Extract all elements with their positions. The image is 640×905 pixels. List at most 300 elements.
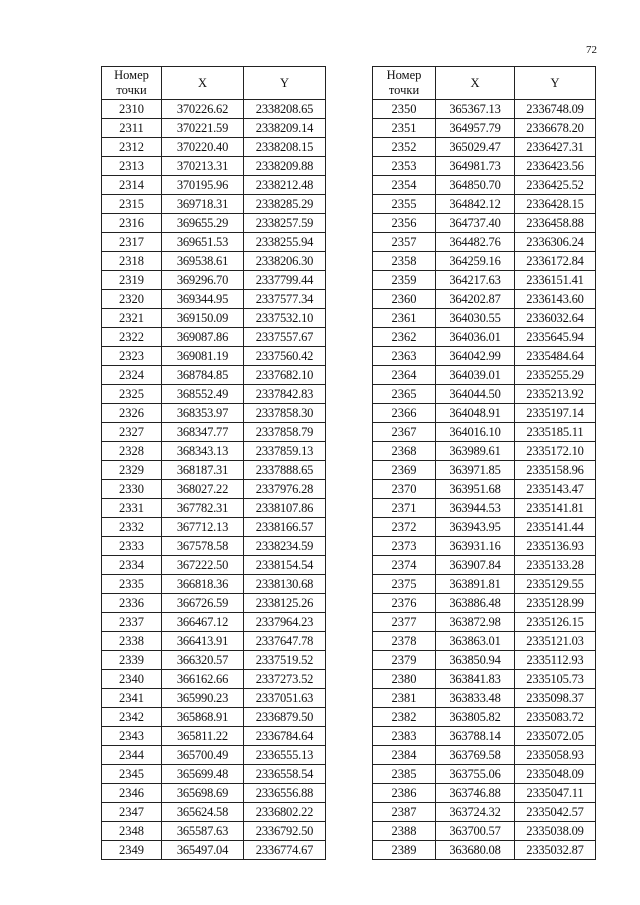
table-row bbox=[102, 784, 326, 803]
point-number-cell: 2314 bbox=[102, 176, 162, 195]
point-number-cell: 2356 bbox=[373, 214, 436, 233]
x-coordinate-cell: 365990.23 bbox=[162, 689, 244, 708]
table-row bbox=[102, 290, 326, 309]
point-number-cell: 2350 bbox=[373, 100, 436, 119]
point-number-cell: 2363 bbox=[373, 347, 436, 366]
point-number-cell: 2352 bbox=[373, 138, 436, 157]
x-coordinate-cell: 364217.63 bbox=[436, 271, 515, 290]
table-row bbox=[102, 404, 326, 423]
table-row bbox=[373, 195, 596, 214]
table-row bbox=[102, 670, 326, 689]
x-coordinate-cell: 369538.61 bbox=[162, 252, 244, 271]
point-number-cell: 2378 bbox=[373, 632, 436, 651]
x-coordinate-cell: 367222.50 bbox=[162, 556, 244, 575]
point-number-cell: 2313 bbox=[102, 157, 162, 176]
point-number-cell: 2379 bbox=[373, 651, 436, 670]
y-coordinate-cell: 2335158.96 bbox=[515, 461, 596, 480]
header-x: X bbox=[162, 67, 244, 100]
table-row bbox=[373, 461, 596, 480]
x-coordinate-cell: 365700.49 bbox=[162, 746, 244, 765]
y-coordinate-cell: 2338285.29 bbox=[244, 195, 326, 214]
y-coordinate-cell: 2336151.41 bbox=[515, 271, 596, 290]
x-coordinate-cell: 365029.47 bbox=[436, 138, 515, 157]
header-x: X bbox=[436, 67, 515, 100]
x-coordinate-cell: 363850.94 bbox=[436, 651, 515, 670]
y-coordinate-cell: 2337976.28 bbox=[244, 480, 326, 499]
point-number-cell: 2316 bbox=[102, 214, 162, 233]
table-row bbox=[373, 613, 596, 632]
table-row bbox=[102, 309, 326, 328]
table-row bbox=[373, 803, 596, 822]
y-coordinate-cell: 2336678.20 bbox=[515, 119, 596, 138]
point-number-cell: 2323 bbox=[102, 347, 162, 366]
table-row bbox=[373, 157, 596, 176]
table-row bbox=[373, 385, 596, 404]
y-coordinate-cell: 2336427.31 bbox=[515, 138, 596, 157]
table-row bbox=[373, 309, 596, 328]
header-row bbox=[102, 67, 326, 100]
x-coordinate-cell: 369087.86 bbox=[162, 328, 244, 347]
x-coordinate-cell: 364957.79 bbox=[436, 119, 515, 138]
x-coordinate-cell: 364842.12 bbox=[436, 195, 515, 214]
point-number-cell: 2342 bbox=[102, 708, 162, 727]
x-coordinate-cell: 363755.06 bbox=[436, 765, 515, 784]
y-coordinate-cell: 2338130.68 bbox=[244, 575, 326, 594]
y-coordinate-cell: 2336423.56 bbox=[515, 157, 596, 176]
table-row bbox=[373, 119, 596, 138]
table-row bbox=[102, 689, 326, 708]
y-coordinate-cell: 2335143.47 bbox=[515, 480, 596, 499]
x-coordinate-cell: 364850.70 bbox=[436, 176, 515, 195]
x-coordinate-cell: 366162.66 bbox=[162, 670, 244, 689]
y-coordinate-cell: 2337682.10 bbox=[244, 366, 326, 385]
point-number-cell: 2387 bbox=[373, 803, 436, 822]
point-number-cell: 2369 bbox=[373, 461, 436, 480]
x-coordinate-cell: 363680.08 bbox=[436, 841, 515, 860]
y-coordinate-cell: 2336555.13 bbox=[244, 746, 326, 765]
x-coordinate-cell: 364036.01 bbox=[436, 328, 515, 347]
point-number-cell: 2347 bbox=[102, 803, 162, 822]
table-row bbox=[102, 499, 326, 518]
coordinates-table-right bbox=[372, 66, 596, 860]
point-number-cell: 2317 bbox=[102, 233, 162, 252]
point-number-cell: 2325 bbox=[102, 385, 162, 404]
x-coordinate-cell: 365624.58 bbox=[162, 803, 244, 822]
y-coordinate-cell: 2337842.83 bbox=[244, 385, 326, 404]
y-coordinate-cell: 2335136.93 bbox=[515, 537, 596, 556]
y-coordinate-cell: 2337859.13 bbox=[244, 442, 326, 461]
x-coordinate-cell: 367712.13 bbox=[162, 518, 244, 537]
y-coordinate-cell: 2336143.60 bbox=[515, 290, 596, 309]
y-coordinate-cell: 2335072.05 bbox=[515, 727, 596, 746]
table-row bbox=[373, 689, 596, 708]
x-coordinate-cell: 363788.14 bbox=[436, 727, 515, 746]
point-number-cell: 2332 bbox=[102, 518, 162, 537]
y-coordinate-cell: 2338212.48 bbox=[244, 176, 326, 195]
table-row bbox=[102, 765, 326, 784]
point-number-cell: 2353 bbox=[373, 157, 436, 176]
y-coordinate-cell: 2337273.52 bbox=[244, 670, 326, 689]
table-row bbox=[102, 518, 326, 537]
y-coordinate-cell: 2336306.24 bbox=[515, 233, 596, 252]
x-coordinate-cell: 363872.98 bbox=[436, 613, 515, 632]
table-row bbox=[102, 176, 326, 195]
table-row bbox=[373, 480, 596, 499]
y-coordinate-cell: 2337647.78 bbox=[244, 632, 326, 651]
point-number-cell: 2388 bbox=[373, 822, 436, 841]
point-number-cell: 2345 bbox=[102, 765, 162, 784]
y-coordinate-cell: 2335129.55 bbox=[515, 575, 596, 594]
point-number-cell: 2346 bbox=[102, 784, 162, 803]
y-coordinate-cell: 2335484.64 bbox=[515, 347, 596, 366]
point-number-cell: 2321 bbox=[102, 309, 162, 328]
table-row bbox=[373, 518, 596, 537]
point-number-cell: 2377 bbox=[373, 613, 436, 632]
x-coordinate-cell: 368784.85 bbox=[162, 366, 244, 385]
y-coordinate-cell: 2336879.50 bbox=[244, 708, 326, 727]
table-row bbox=[102, 613, 326, 632]
point-number-cell: 2368 bbox=[373, 442, 436, 461]
y-coordinate-cell: 2337964.23 bbox=[244, 613, 326, 632]
x-coordinate-cell: 363886.48 bbox=[436, 594, 515, 613]
x-coordinate-cell: 367782.31 bbox=[162, 499, 244, 518]
table-row bbox=[102, 366, 326, 385]
point-number-cell: 2373 bbox=[373, 537, 436, 556]
x-coordinate-cell: 364981.73 bbox=[436, 157, 515, 176]
x-coordinate-cell: 363724.32 bbox=[436, 803, 515, 822]
table-row bbox=[373, 214, 596, 233]
table-row bbox=[102, 841, 326, 860]
y-coordinate-cell: 2335128.99 bbox=[515, 594, 596, 613]
x-coordinate-cell: 366467.12 bbox=[162, 613, 244, 632]
y-coordinate-cell: 2336458.88 bbox=[515, 214, 596, 233]
y-coordinate-cell: 2335042.57 bbox=[515, 803, 596, 822]
table-row bbox=[373, 499, 596, 518]
table-row bbox=[102, 651, 326, 670]
point-number-cell: 2366 bbox=[373, 404, 436, 423]
table-row bbox=[373, 252, 596, 271]
point-number-cell: 2389 bbox=[373, 841, 436, 860]
x-coordinate-cell: 364482.76 bbox=[436, 233, 515, 252]
point-number-cell: 2340 bbox=[102, 670, 162, 689]
x-coordinate-cell: 367578.58 bbox=[162, 537, 244, 556]
y-coordinate-cell: 2338166.57 bbox=[244, 518, 326, 537]
x-coordinate-cell: 363951.68 bbox=[436, 480, 515, 499]
y-coordinate-cell: 2335121.03 bbox=[515, 632, 596, 651]
point-number-cell: 2371 bbox=[373, 499, 436, 518]
point-number-cell: 2364 bbox=[373, 366, 436, 385]
point-number-cell: 2312 bbox=[102, 138, 162, 157]
y-coordinate-cell: 2338255.94 bbox=[244, 233, 326, 252]
x-coordinate-cell: 368353.97 bbox=[162, 404, 244, 423]
point-number-cell: 2319 bbox=[102, 271, 162, 290]
y-coordinate-cell: 2335185.11 bbox=[515, 423, 596, 442]
x-coordinate-cell: 370221.59 bbox=[162, 119, 244, 138]
table-row bbox=[102, 271, 326, 290]
point-number-cell: 2372 bbox=[373, 518, 436, 537]
point-number-cell: 2374 bbox=[373, 556, 436, 575]
y-coordinate-cell: 2336802.22 bbox=[244, 803, 326, 822]
x-coordinate-cell: 364042.99 bbox=[436, 347, 515, 366]
x-coordinate-cell: 369150.09 bbox=[162, 309, 244, 328]
y-coordinate-cell: 2335172.10 bbox=[515, 442, 596, 461]
table-row bbox=[102, 385, 326, 404]
table-row bbox=[102, 594, 326, 613]
table-row bbox=[102, 119, 326, 138]
x-coordinate-cell: 363971.85 bbox=[436, 461, 515, 480]
table-row bbox=[373, 727, 596, 746]
point-number-cell: 2318 bbox=[102, 252, 162, 271]
point-number-cell: 2348 bbox=[102, 822, 162, 841]
table-row bbox=[102, 822, 326, 841]
point-number-cell: 2331 bbox=[102, 499, 162, 518]
table-row bbox=[102, 708, 326, 727]
point-number-cell: 2354 bbox=[373, 176, 436, 195]
y-coordinate-cell: 2338154.54 bbox=[244, 556, 326, 575]
table-row bbox=[373, 290, 596, 309]
y-coordinate-cell: 2337577.34 bbox=[244, 290, 326, 309]
x-coordinate-cell: 369081.19 bbox=[162, 347, 244, 366]
y-coordinate-cell: 2336556.88 bbox=[244, 784, 326, 803]
point-number-cell: 2326 bbox=[102, 404, 162, 423]
table-row bbox=[373, 347, 596, 366]
x-coordinate-cell: 369651.53 bbox=[162, 233, 244, 252]
page-number: 72 bbox=[586, 44, 597, 56]
point-number-cell: 2385 bbox=[373, 765, 436, 784]
y-coordinate-cell: 2336558.54 bbox=[244, 765, 326, 784]
point-number-cell: 2315 bbox=[102, 195, 162, 214]
x-coordinate-cell: 366413.91 bbox=[162, 632, 244, 651]
y-coordinate-cell: 2335047.11 bbox=[515, 784, 596, 803]
table-row bbox=[102, 328, 326, 347]
y-coordinate-cell: 2336425.52 bbox=[515, 176, 596, 195]
x-coordinate-cell: 364030.55 bbox=[436, 309, 515, 328]
table-row bbox=[373, 708, 596, 727]
x-coordinate-cell: 363746.88 bbox=[436, 784, 515, 803]
x-coordinate-cell: 363769.58 bbox=[436, 746, 515, 765]
x-coordinate-cell: 366320.57 bbox=[162, 651, 244, 670]
x-coordinate-cell: 365699.48 bbox=[162, 765, 244, 784]
point-number-cell: 2380 bbox=[373, 670, 436, 689]
point-number-cell: 2370 bbox=[373, 480, 436, 499]
point-number-cell: 2336 bbox=[102, 594, 162, 613]
point-number-cell: 2322 bbox=[102, 328, 162, 347]
x-coordinate-cell: 368347.77 bbox=[162, 423, 244, 442]
point-number-cell: 2333 bbox=[102, 537, 162, 556]
y-coordinate-cell: 2335133.28 bbox=[515, 556, 596, 575]
y-coordinate-cell: 2338125.26 bbox=[244, 594, 326, 613]
point-number-cell: 2381 bbox=[373, 689, 436, 708]
x-coordinate-cell: 370226.62 bbox=[162, 100, 244, 119]
y-coordinate-cell: 2336774.67 bbox=[244, 841, 326, 860]
x-coordinate-cell: 365868.91 bbox=[162, 708, 244, 727]
y-coordinate-cell: 2337051.63 bbox=[244, 689, 326, 708]
point-number-cell: 2362 bbox=[373, 328, 436, 347]
table-row bbox=[102, 461, 326, 480]
point-number-cell: 2311 bbox=[102, 119, 162, 138]
table-row bbox=[102, 347, 326, 366]
point-number-cell: 2384 bbox=[373, 746, 436, 765]
table-row bbox=[102, 746, 326, 765]
table-row bbox=[102, 252, 326, 271]
x-coordinate-cell: 364039.01 bbox=[436, 366, 515, 385]
x-coordinate-cell: 365698.69 bbox=[162, 784, 244, 803]
table-row bbox=[373, 746, 596, 765]
x-coordinate-cell: 363931.16 bbox=[436, 537, 515, 556]
table-row bbox=[373, 765, 596, 784]
point-number-cell: 2383 bbox=[373, 727, 436, 746]
table-row bbox=[102, 480, 326, 499]
y-coordinate-cell: 2336428.15 bbox=[515, 195, 596, 214]
x-coordinate-cell: 370220.40 bbox=[162, 138, 244, 157]
y-coordinate-cell: 2337858.79 bbox=[244, 423, 326, 442]
point-number-cell: 2324 bbox=[102, 366, 162, 385]
point-number-cell: 2358 bbox=[373, 252, 436, 271]
y-coordinate-cell: 2335105.73 bbox=[515, 670, 596, 689]
table-row bbox=[373, 537, 596, 556]
table-row bbox=[373, 651, 596, 670]
table-row bbox=[373, 176, 596, 195]
table-row bbox=[373, 233, 596, 252]
y-coordinate-cell: 2338234.59 bbox=[244, 537, 326, 556]
x-coordinate-cell: 363943.95 bbox=[436, 518, 515, 537]
point-number-cell: 2341 bbox=[102, 689, 162, 708]
x-coordinate-cell: 363863.01 bbox=[436, 632, 515, 651]
point-number-cell: 2357 bbox=[373, 233, 436, 252]
table-row bbox=[373, 404, 596, 423]
x-coordinate-cell: 364202.87 bbox=[436, 290, 515, 309]
x-coordinate-cell: 363700.57 bbox=[436, 822, 515, 841]
y-coordinate-cell: 2336748.09 bbox=[515, 100, 596, 119]
y-coordinate-cell: 2338208.65 bbox=[244, 100, 326, 119]
point-number-cell: 2328 bbox=[102, 442, 162, 461]
x-coordinate-cell: 363989.61 bbox=[436, 442, 515, 461]
table-row bbox=[102, 157, 326, 176]
x-coordinate-cell: 363841.83 bbox=[436, 670, 515, 689]
y-coordinate-cell: 2335645.94 bbox=[515, 328, 596, 347]
x-coordinate-cell: 368552.49 bbox=[162, 385, 244, 404]
table-row bbox=[102, 233, 326, 252]
table-row bbox=[102, 632, 326, 651]
y-coordinate-cell: 2335197.14 bbox=[515, 404, 596, 423]
x-coordinate-cell: 369718.31 bbox=[162, 195, 244, 214]
coordinates-table-left bbox=[101, 66, 326, 860]
table-row bbox=[373, 784, 596, 803]
table-row bbox=[373, 366, 596, 385]
table-row bbox=[373, 841, 596, 860]
point-number-cell: 2386 bbox=[373, 784, 436, 803]
point-number-cell: 2343 bbox=[102, 727, 162, 746]
point-number-cell: 2334 bbox=[102, 556, 162, 575]
table-row bbox=[102, 100, 326, 119]
y-coordinate-cell: 2338208.15 bbox=[244, 138, 326, 157]
x-coordinate-cell: 364737.40 bbox=[436, 214, 515, 233]
y-coordinate-cell: 2335141.81 bbox=[515, 499, 596, 518]
table-row bbox=[373, 138, 596, 157]
x-coordinate-cell: 363944.53 bbox=[436, 499, 515, 518]
table-body bbox=[373, 100, 596, 860]
y-coordinate-cell: 2336172.84 bbox=[515, 252, 596, 271]
y-coordinate-cell: 2337557.67 bbox=[244, 328, 326, 347]
point-number-cell: 2339 bbox=[102, 651, 162, 670]
point-number-cell: 2382 bbox=[373, 708, 436, 727]
point-number-cell: 2330 bbox=[102, 480, 162, 499]
table-row bbox=[373, 328, 596, 347]
point-number-cell: 2361 bbox=[373, 309, 436, 328]
x-coordinate-cell: 369655.29 bbox=[162, 214, 244, 233]
y-coordinate-cell: 2338107.86 bbox=[244, 499, 326, 518]
point-number-cell: 2375 bbox=[373, 575, 436, 594]
table-row bbox=[373, 594, 596, 613]
point-number-cell: 2310 bbox=[102, 100, 162, 119]
header-point-number: Номер точки bbox=[102, 67, 162, 100]
x-coordinate-cell: 365587.63 bbox=[162, 822, 244, 841]
x-coordinate-cell: 365811.22 bbox=[162, 727, 244, 746]
y-coordinate-cell: 2336032.64 bbox=[515, 309, 596, 328]
point-number-cell: 2360 bbox=[373, 290, 436, 309]
y-coordinate-cell: 2335098.37 bbox=[515, 689, 596, 708]
y-coordinate-cell: 2335255.29 bbox=[515, 366, 596, 385]
table-row bbox=[373, 670, 596, 689]
point-number-cell: 2344 bbox=[102, 746, 162, 765]
point-number-cell: 2337 bbox=[102, 613, 162, 632]
table-row bbox=[102, 214, 326, 233]
x-coordinate-cell: 368027.22 bbox=[162, 480, 244, 499]
y-coordinate-cell: 2337799.44 bbox=[244, 271, 326, 290]
point-number-cell: 2355 bbox=[373, 195, 436, 214]
header-y: Y bbox=[244, 67, 326, 100]
point-number-cell: 2349 bbox=[102, 841, 162, 860]
table-row bbox=[102, 727, 326, 746]
x-coordinate-cell: 368187.31 bbox=[162, 461, 244, 480]
table-row bbox=[102, 195, 326, 214]
header-point-number: Номер точки bbox=[373, 67, 436, 100]
y-coordinate-cell: 2338209.14 bbox=[244, 119, 326, 138]
x-coordinate-cell: 363891.81 bbox=[436, 575, 515, 594]
y-coordinate-cell: 2337888.65 bbox=[244, 461, 326, 480]
table-row bbox=[102, 442, 326, 461]
x-coordinate-cell: 364048.91 bbox=[436, 404, 515, 423]
point-number-cell: 2359 bbox=[373, 271, 436, 290]
point-number-cell: 2320 bbox=[102, 290, 162, 309]
y-coordinate-cell: 2337532.10 bbox=[244, 309, 326, 328]
table-row bbox=[373, 100, 596, 119]
table-row bbox=[102, 537, 326, 556]
x-coordinate-cell: 363833.48 bbox=[436, 689, 515, 708]
y-coordinate-cell: 2335112.93 bbox=[515, 651, 596, 670]
y-coordinate-cell: 2337858.30 bbox=[244, 404, 326, 423]
table-row bbox=[102, 138, 326, 157]
table-row bbox=[373, 442, 596, 461]
table-row bbox=[102, 575, 326, 594]
x-coordinate-cell: 369296.70 bbox=[162, 271, 244, 290]
header-row bbox=[373, 67, 596, 100]
y-coordinate-cell: 2335038.09 bbox=[515, 822, 596, 841]
y-coordinate-cell: 2335141.44 bbox=[515, 518, 596, 537]
table-row bbox=[373, 556, 596, 575]
point-number-cell: 2327 bbox=[102, 423, 162, 442]
point-number-cell: 2338 bbox=[102, 632, 162, 651]
x-coordinate-cell: 363907.84 bbox=[436, 556, 515, 575]
table-row bbox=[373, 575, 596, 594]
x-coordinate-cell: 370195.96 bbox=[162, 176, 244, 195]
y-coordinate-cell: 2335058.93 bbox=[515, 746, 596, 765]
y-coordinate-cell: 2338206.30 bbox=[244, 252, 326, 271]
point-number-cell: 2376 bbox=[373, 594, 436, 613]
y-coordinate-cell: 2336792.50 bbox=[244, 822, 326, 841]
table-row bbox=[373, 632, 596, 651]
x-coordinate-cell: 364016.10 bbox=[436, 423, 515, 442]
